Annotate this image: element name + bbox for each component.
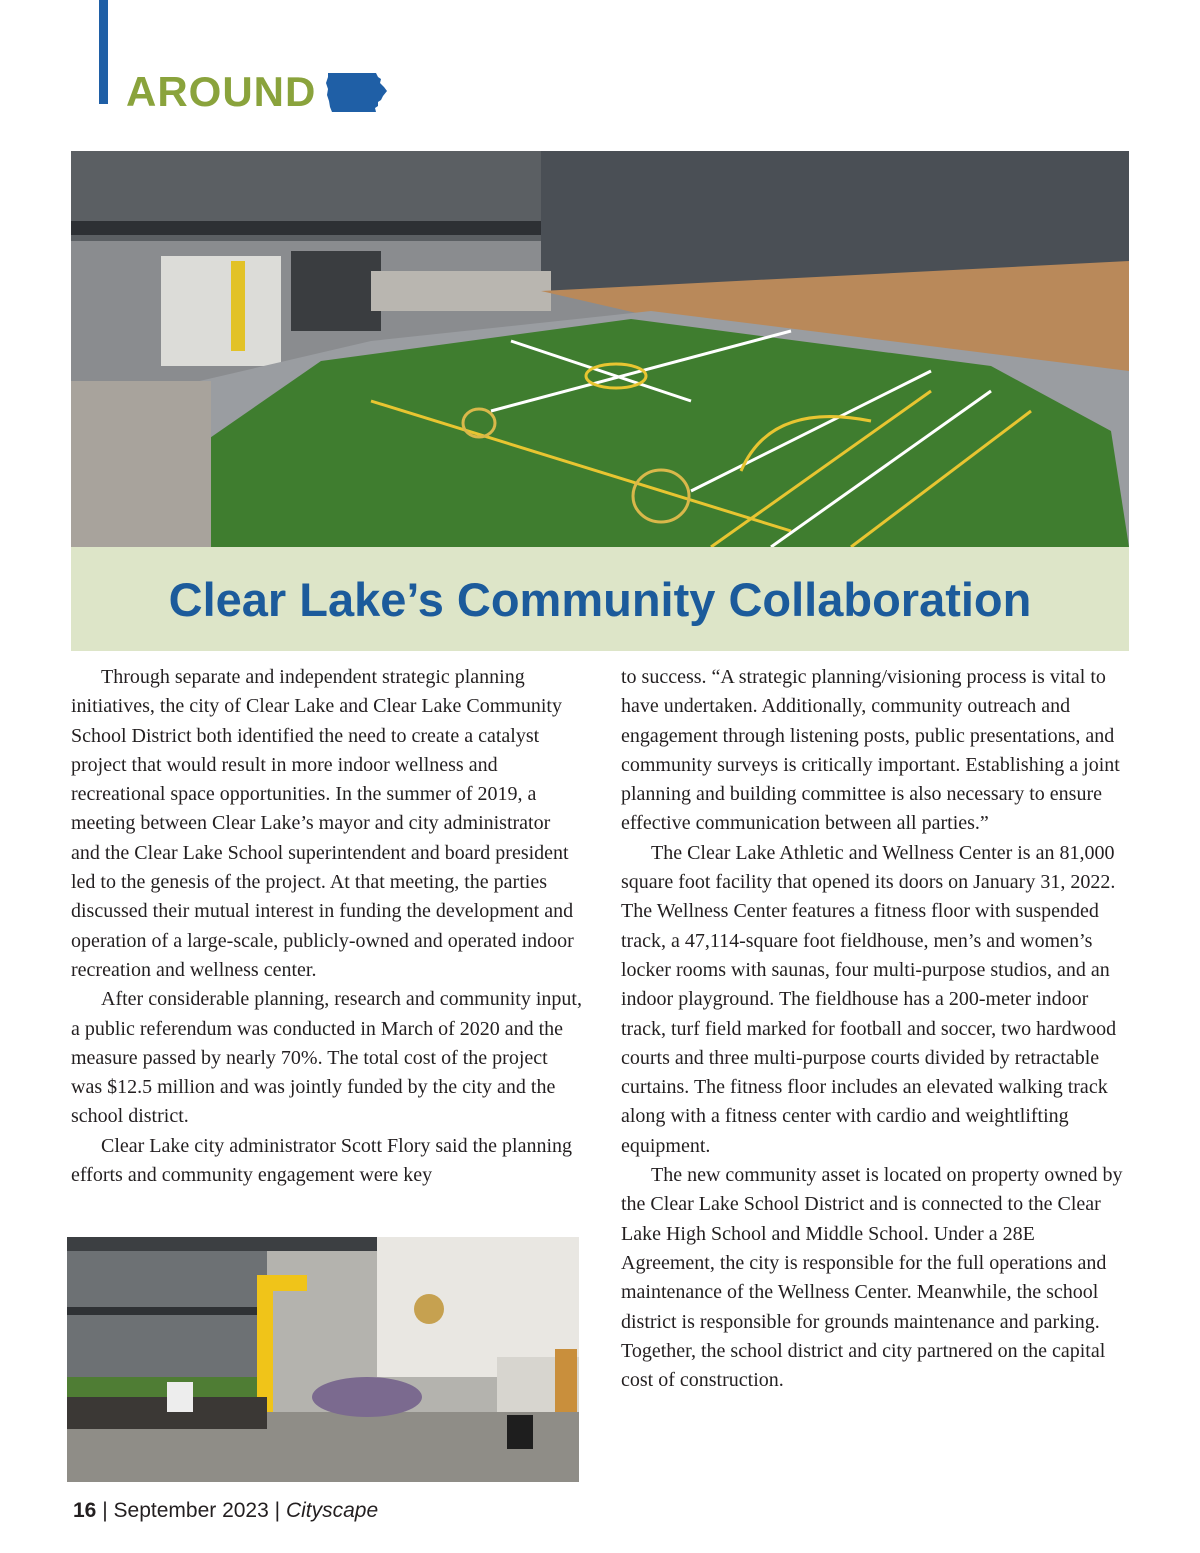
section-label: AROUND <box>126 68 317 115</box>
article-title: Clear Lake’s Community Collaboration <box>168 572 1032 626</box>
title-band <box>71 547 1129 651</box>
hero-fieldhouse-photo <box>71 151 1129 547</box>
paragraph: Through separate and independent strategic planning initiatives, the city of Clear Lake and Clear Lake Community School District both identified the need to create a catalyst project that would result in more indoor wellness and recreational space opportunities. In the summer of 2019, a meeting between Clear Lake’s mayor and city administrator and the Clear Lake School superintendent and board president led to the genesis of the project. At that meeting, the parties discussed their mutual interest in funding the development and operation of a large-scale, publicly-owned and operated indoor recreation and wellness center. <box>71 666 574 981</box>
paragraph: to success. “A strategic planning/visioning process is vital to have undertaken. Additionally, community outreach and engagement through listening posts, public presentations, and community surveys is critically important. Establishing a joint planning and building committee is also necessary to ensure effective communication between all parties.” <box>621 666 1120 835</box>
paragraph: Clear Lake city administrator Scott Flory said the planning efforts and community engagement were key <box>71 1134 573 1187</box>
issue-date: September 2023 <box>113 1499 269 1522</box>
left-column <box>71 663 583 1190</box>
magazine-name: Cityscape <box>285 1499 379 1522</box>
section-accent-bar <box>99 0 108 104</box>
wellness-center-lobby-photo <box>67 1237 579 1482</box>
page-number: 16 <box>73 1499 97 1522</box>
paragraph: After considerable planning, research and community input, a public referendum was conducted in March of 2020 and the measure passed by nearly 70%. The total cost of the project was $12.5 million and was jointly funded by the city and the school district. <box>71 988 582 1128</box>
paragraph: The Clear Lake Athletic and Wellness Center is an 81,000 square foot facility that opened its doors on January 31, 2022. The Wellness Center features a fitness floor with suspended track, a 47,114-square foot fieldhouse, men’s and women’s locker rooms with saunas, four multi-purpose studios, and an indoor playground. The fieldhouse has a 200-meter indoor track, turf field marked for football and soccer, two hardwood courts and three multi-purpose courts divided by retractable curtains. The fitness floor includes an elevated walking track along with a fitness center with cardio and weightlifting equipment. <box>621 841 1117 1157</box>
footer-separator: | <box>102 1499 108 1522</box>
paragraph: The new community asset is located on property owned by the Clear Lake School District and is connected to the Clear Lake High School and Middle School. Under a 28E Agreement, the city is responsible for the full operations and maintenance of the Wellness Center. Meanwhile, the school district is responsible for grounds maintenance and parking. Together, the school district and city partnered on the capital cost of construction. <box>621 1164 1123 1392</box>
iowa-state-icon <box>326 71 388 113</box>
section-header <box>126 66 388 118</box>
page-footer <box>73 1499 378 1523</box>
footer-separator: | <box>274 1499 281 1522</box>
right-column <box>621 663 1131 1395</box>
